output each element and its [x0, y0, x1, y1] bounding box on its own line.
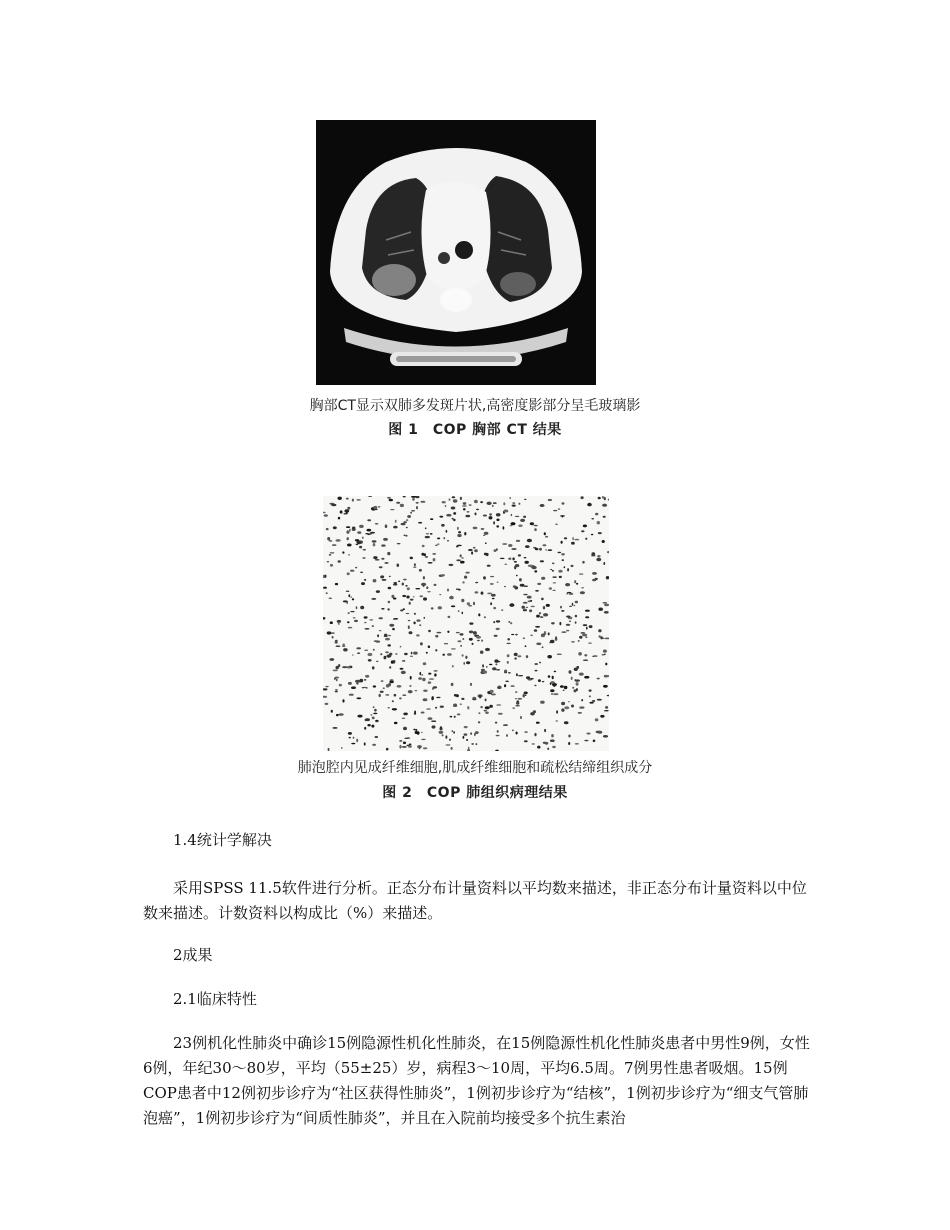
- heading-text: 2.1临床特性: [173, 990, 257, 1008]
- section-2-1-paragraph: [143, 1031, 811, 1131]
- section-1-4-heading: [143, 828, 811, 853]
- section-2-heading: [143, 943, 811, 968]
- section-2-1-heading: [143, 987, 811, 1012]
- paragraph-text: 23例机化性肺炎中确诊15例隐源性机化性肺炎，在15例隐源性机化性肺炎患者中男性9例，女性6例，年纪30～80岁，平均（55±25）岁，病程3～10周，平均6.5周。7例男性患者吸烟。15例COP患者中12例初步诊疗为“社区获得性肺炎”，1例初步诊疗为“结核”，1例初步诊疗为“细支气管肺泡癌”，1例初步诊疗为“间质性肺炎”，并且在入院前均接受多个抗生素治: [143, 1034, 810, 1127]
- figure-1-description: 胸部CT显示双肺多发斑片状,高密度影部分呈毛玻璃影: [309, 398, 641, 414]
- figure-2-title: 图 2 COP 肺组织病理结果: [382, 785, 568, 801]
- figure-2-description: 肺泡腔内见成纤维细胞,肌成纤维细胞和疏松结缔组织成分: [297, 760, 653, 776]
- heading-text: 1.4统计学解决: [173, 831, 272, 849]
- paragraph-text: 采用SPSS 11.5软件进行分析。正态分布计量资料以平均数来描述，非正态分布计量资料以中位数来描述。计数资料以构成比（%）来描述。: [143, 879, 807, 922]
- section-1-4-paragraph: [143, 876, 811, 926]
- lung-histology-image: [323, 496, 609, 751]
- chest-ct-image: [316, 120, 596, 385]
- heading-text: 2成果: [173, 946, 213, 964]
- figure-1-title: 图 1 COP 胸部 CT 结果: [388, 422, 562, 438]
